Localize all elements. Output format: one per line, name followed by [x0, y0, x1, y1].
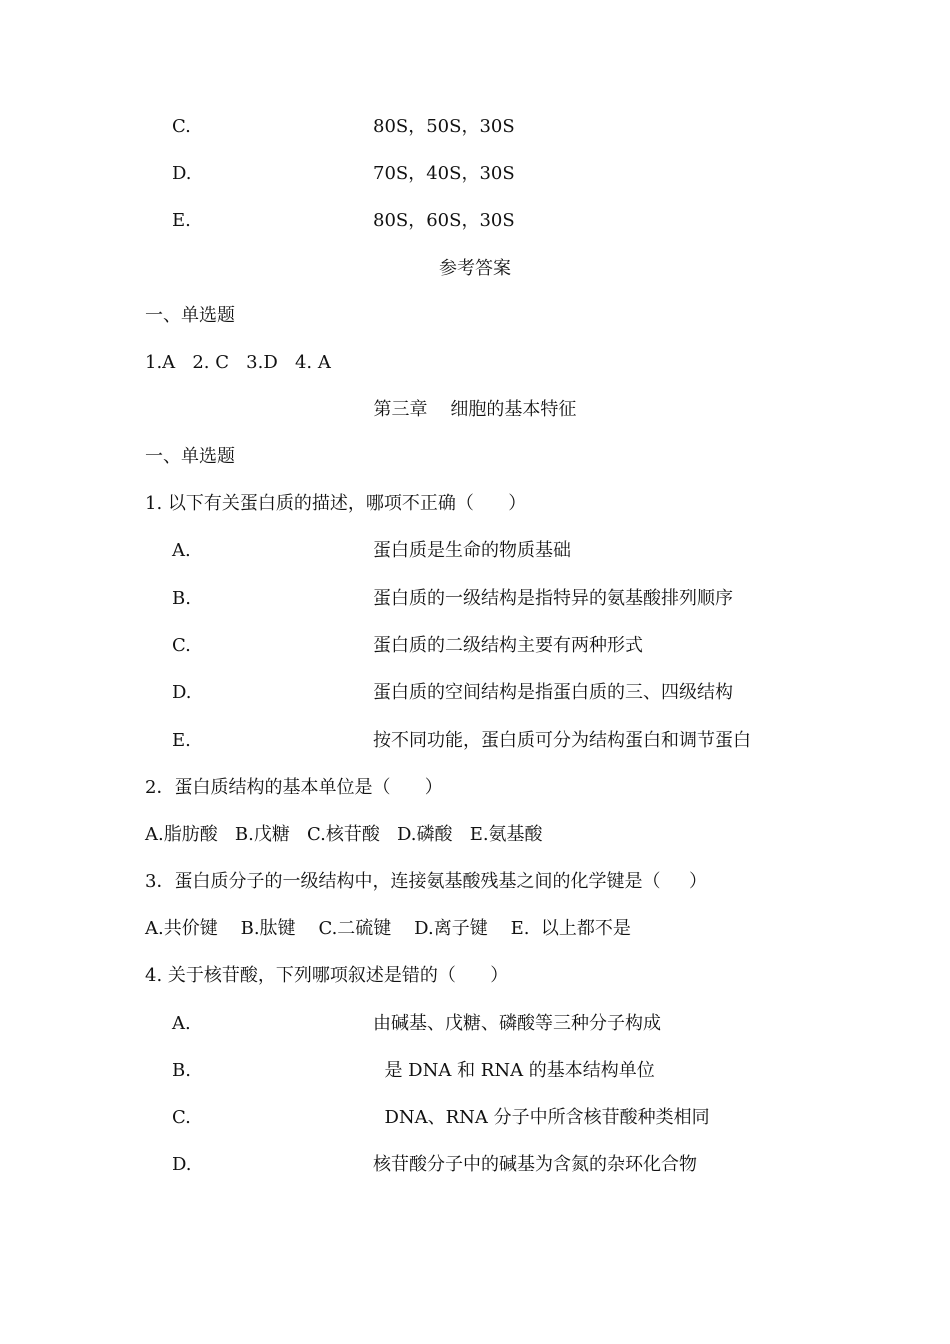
option-text: 按不同功能，蛋白质可分为结构蛋白和调节蛋白: [373, 730, 751, 751]
option-letter: D.: [172, 682, 192, 703]
answer-key: 1.A 2. C 3.D 4. A: [145, 352, 331, 373]
option-text: 蛋白质是生命的物质基础: [373, 540, 571, 561]
option-text: 80S，50S，30S: [373, 116, 515, 137]
option-text: 蛋白质的空间结构是指蛋白质的三、四级结构: [373, 682, 733, 703]
option-text: 蛋白质的二级结构主要有两种形式: [373, 635, 643, 656]
option-text: 是 DNA 和 RNA 的基本结构单位: [373, 1060, 655, 1081]
answer-section-title: 参考答案: [439, 258, 511, 279]
option-letter: C.: [172, 1107, 191, 1128]
option-letter: A.: [172, 540, 191, 561]
option-letter: C.: [172, 635, 191, 656]
option-letter: B.: [172, 588, 191, 609]
option-letter: E.: [172, 730, 191, 751]
option-text: 核苷酸分子中的碱基为含氮的杂环化合物: [373, 1154, 697, 1175]
question-stem: 3．蛋白质分子的一级结构中，连接氨基酸残基之间的化学键是（ ）: [145, 871, 708, 892]
question-stem: 2．蛋白质结构的基本单位是（ ）: [145, 777, 443, 798]
option-text: DNA、RNA 分子中所含核苷酸种类相同: [373, 1107, 710, 1128]
option-letter: B.: [172, 1060, 191, 1081]
inline-options: A.共价键 B.肽键 C.二硫键 D.离子键 E. 以上都不是: [145, 918, 631, 939]
option-letter: E.: [172, 210, 191, 231]
option-text: 70S，40S，30S: [373, 163, 515, 184]
inline-options: A.脂肪酸 B.戊糖 C.核苷酸 D.磷酸 E.氨基酸: [145, 824, 543, 845]
option-letter: A.: [172, 1013, 191, 1034]
option-text: 由碱基、戊糖、磷酸等三种分子构成: [373, 1013, 661, 1034]
option-text: 80S，60S，30S: [373, 210, 515, 231]
question-stem: 1. 以下有关蛋白质的描述，哪项不正确（ ）: [145, 493, 527, 514]
option-letter: D.: [172, 1154, 192, 1175]
option-letter: D.: [172, 163, 192, 184]
option-letter: C.: [172, 116, 191, 137]
answer-section-subtitle: 一、单选题: [145, 305, 235, 326]
question-stem: 4. 关于核苷酸，下列哪项叙述是错的（ ）: [145, 965, 509, 986]
option-text: 蛋白质的一级结构是指特异的氨基酸排列顺序: [373, 588, 733, 609]
section-heading: 一、单选题: [145, 446, 235, 467]
chapter-title: 第三章 细胞的基本特征: [373, 399, 577, 420]
